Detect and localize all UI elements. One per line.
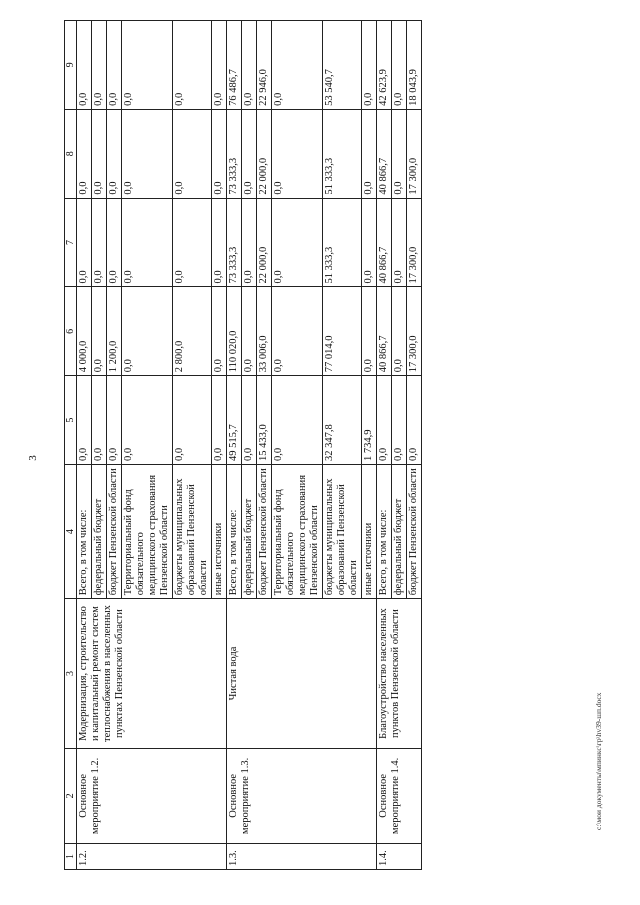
- rotated-page: [64, 20, 612, 870]
- event-name: Благоустройство населенных пунктов Пензенской области: [377, 599, 422, 748]
- amount-cell: 0,0: [407, 376, 422, 465]
- funding-source: бюджет Пензенской области: [407, 465, 422, 599]
- funding-source: федеральный бюджет: [392, 465, 407, 599]
- file-path-footer: c:\мои документы\мпинкс\гр\hv39-шп.docx: [594, 692, 603, 830]
- amount-cell: 17 300,0: [407, 287, 422, 376]
- row-number: 1.2.: [77, 844, 227, 870]
- amount-cell: 0,0: [122, 21, 173, 110]
- amount-cell: 0,0: [122, 376, 173, 465]
- funding-source: Всего, в том числе:: [227, 465, 242, 599]
- funding-source: Всего, в том числе:: [77, 465, 92, 599]
- amount-cell: 0,0: [242, 287, 257, 376]
- col-number: 4: [65, 465, 77, 599]
- funding-source: бюджеты муниципальных образований Пензенской области: [323, 465, 362, 599]
- amount-cell: 0,0: [122, 287, 173, 376]
- amount-cell: 0,0: [212, 21, 227, 110]
- amount-cell: 18 043,9: [407, 21, 422, 110]
- row-number: 1.3.: [227, 844, 377, 870]
- event-type: Основное мероприятие 1.3.: [227, 748, 377, 843]
- amount-cell: 49 515,7: [227, 376, 242, 465]
- col-number: 5: [65, 376, 77, 465]
- column-number-row: [65, 21, 77, 870]
- row-number: 1.4.: [377, 844, 422, 870]
- col-number: 9: [65, 21, 77, 110]
- amount-cell: 0,0: [107, 109, 122, 198]
- col-number: 7: [65, 198, 77, 287]
- table-row: [227, 21, 242, 870]
- amount-cell: 0,0: [122, 198, 173, 287]
- table-row: [77, 21, 92, 870]
- event-name: Чистая вода: [227, 599, 377, 748]
- amount-cell: 0,0: [212, 109, 227, 198]
- col-number: 8: [65, 109, 77, 198]
- amount-cell: 0,0: [392, 21, 407, 110]
- amount-cell: 51 333,3: [323, 109, 362, 198]
- amount-cell: 22 946,0: [257, 21, 272, 110]
- funding-source: бюджеты муниципальных образований Пензенской области: [173, 465, 212, 599]
- event-type: Основное мероприятие 1.4.: [377, 748, 422, 843]
- amount-cell: 0,0: [377, 376, 392, 465]
- amount-cell: 2 800,0: [173, 287, 212, 376]
- amount-cell: 77 014,0: [323, 287, 362, 376]
- amount-cell: 0,0: [77, 109, 92, 198]
- amount-cell: 0,0: [272, 287, 323, 376]
- amount-cell: 51 333,3: [323, 198, 362, 287]
- amount-cell: 0,0: [272, 198, 323, 287]
- amount-cell: 0,0: [242, 109, 257, 198]
- amount-cell: 0,0: [92, 21, 107, 110]
- amount-cell: 0,0: [92, 376, 107, 465]
- amount-cell: 4 000,0: [77, 287, 92, 376]
- amount-cell: 33 006,0: [257, 287, 272, 376]
- amount-cell: 0,0: [392, 198, 407, 287]
- amount-cell: 0,0: [392, 376, 407, 465]
- amount-cell: 73 333,3: [227, 198, 242, 287]
- amount-cell: 0,0: [242, 198, 257, 287]
- amount-cell: 0,0: [173, 109, 212, 198]
- funding-source: Всего, в том числе:: [377, 465, 392, 599]
- amount-cell: 0,0: [92, 109, 107, 198]
- amount-cell: 110 020,0: [227, 287, 242, 376]
- amount-cell: 0,0: [77, 21, 92, 110]
- funding-source: иные источники: [212, 465, 227, 599]
- amount-cell: 17 300,0: [407, 109, 422, 198]
- table-row: [377, 21, 392, 870]
- amount-cell: 40 866,7: [377, 109, 392, 198]
- amount-cell: 0,0: [173, 376, 212, 465]
- amount-cell: 17 300,0: [407, 198, 422, 287]
- amount-cell: 0,0: [173, 21, 212, 110]
- amount-cell: 1 200,0: [107, 287, 122, 376]
- page-number: 3: [26, 455, 39, 461]
- event-type: Основное мероприятие 1.2.: [77, 748, 227, 843]
- amount-cell: 0,0: [92, 287, 107, 376]
- amount-cell: 0,0: [242, 21, 257, 110]
- table-body: [65, 21, 422, 870]
- funding-source: иные источники: [362, 465, 377, 599]
- amount-cell: 0,0: [212, 287, 227, 376]
- event-name: Модернизация, строительство и капитальный ремонт систем теплоснабжения в населенных пунктах Пензенской области: [77, 599, 227, 748]
- amount-cell: 0,0: [272, 21, 323, 110]
- amount-cell: 0,0: [272, 376, 323, 465]
- amount-cell: 0,0: [362, 109, 377, 198]
- funding-source: бюджет Пензенской области: [257, 465, 272, 599]
- funding-source: бюджет Пензенской области: [107, 465, 122, 599]
- amount-cell: 1 734,9: [362, 376, 377, 465]
- amount-cell: 0,0: [392, 287, 407, 376]
- amount-cell: 40 866,7: [377, 198, 392, 287]
- funding-source: федеральный бюджет: [242, 465, 257, 599]
- amount-cell: 0,0: [107, 376, 122, 465]
- amount-cell: 0,0: [122, 109, 173, 198]
- amount-cell: 76 486,7: [227, 21, 242, 110]
- amount-cell: 42 623,9: [377, 21, 392, 110]
- amount-cell: 22 000,0: [257, 109, 272, 198]
- col-number: 3: [65, 599, 77, 748]
- col-number: 2: [65, 748, 77, 843]
- amount-cell: 40 866,7: [377, 287, 392, 376]
- amount-cell: 32 347,8: [323, 376, 362, 465]
- funding-source: Территориальный фонд обязательного медицинского страхования Пензенской области: [122, 465, 173, 599]
- funding-table: [64, 20, 422, 870]
- amount-cell: 0,0: [242, 376, 257, 465]
- amount-cell: 0,0: [107, 21, 122, 110]
- amount-cell: 15 433,0: [257, 376, 272, 465]
- col-number: 6: [65, 287, 77, 376]
- amount-cell: 0,0: [362, 287, 377, 376]
- amount-cell: 53 540,7: [323, 21, 362, 110]
- amount-cell: 0,0: [392, 109, 407, 198]
- amount-cell: 0,0: [173, 198, 212, 287]
- funding-source: федеральный бюджет: [92, 465, 107, 599]
- funding-source: Территориальный фонд обязательного медицинского страхования Пензенской области: [272, 465, 323, 599]
- amount-cell: 0,0: [212, 376, 227, 465]
- amount-cell: 0,0: [92, 198, 107, 287]
- amount-cell: 22 000,0: [257, 198, 272, 287]
- amount-cell: 0,0: [107, 198, 122, 287]
- amount-cell: 0,0: [362, 21, 377, 110]
- amount-cell: 0,0: [77, 376, 92, 465]
- amount-cell: 0,0: [362, 198, 377, 287]
- amount-cell: 0,0: [272, 109, 323, 198]
- amount-cell: 73 333,3: [227, 109, 242, 198]
- amount-cell: 0,0: [77, 198, 92, 287]
- col-number: 1: [65, 844, 77, 870]
- amount-cell: 0,0: [212, 198, 227, 287]
